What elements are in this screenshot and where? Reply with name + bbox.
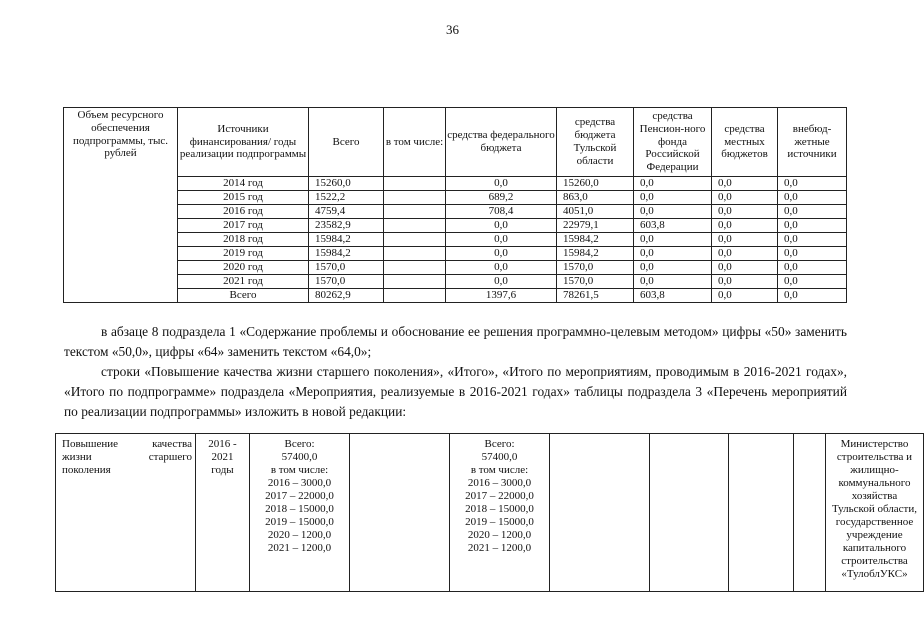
- empty-cell: [550, 434, 650, 592]
- cell-extra: 0,0: [778, 275, 847, 289]
- cell-year: 2014 год: [178, 177, 309, 191]
- activity-regional-block: [450, 434, 550, 592]
- cell-extra: 0,0: [778, 219, 847, 233]
- empty-cell: [650, 434, 729, 592]
- cell-pension: 0,0: [634, 205, 712, 219]
- cell-federal: 1397,6: [446, 289, 557, 303]
- cell-pension: 0,0: [634, 233, 712, 247]
- cell-federal: 708,4: [446, 205, 557, 219]
- total-line: 2017 – 22000,0: [465, 490, 534, 502]
- cell-local: 0,0: [712, 205, 778, 219]
- total-line: 2020 – 1200,0: [467, 529, 532, 541]
- cell-year: 2019 год: [178, 247, 309, 261]
- cell-local: 0,0: [712, 219, 778, 233]
- cell-year: 2018 год: [178, 233, 309, 247]
- total-line: 2021 – 1200,0: [467, 542, 532, 554]
- cell-local: 0,0: [712, 177, 778, 191]
- cell-extra: 0,0: [778, 247, 847, 261]
- header-extra: внебюд-жетные источники: [778, 108, 847, 177]
- cell-empty: [384, 191, 446, 205]
- header-sources: Источники финансирования/ годы реализации подпрограммы: [178, 108, 309, 177]
- cell-total: 80262,9: [309, 289, 384, 303]
- cell-total: 23582,9: [309, 219, 384, 233]
- paragraph-2: строки «Повышение качества жизни старшего поколения», «Итого», «Итого по мероприятиям, проводимым в 2016-2021 годах», «Итого по подпрограмме» подраздела «Мероприятия, реализуемые в 2016-2021 годах» таблицы подраздела 3 «Перечень мероприятий по реализации подпрограммы» изложить в новой редакции:: [64, 364, 847, 419]
- cell-year: 2016 год: [178, 205, 309, 219]
- cell-extra: 0,0: [778, 289, 847, 303]
- cell-year: 2021 год: [178, 275, 309, 289]
- cell-federal: 0,0: [446, 247, 557, 261]
- cell-empty: [384, 219, 446, 233]
- cell-total: 1570,0: [309, 275, 384, 289]
- cell-empty: [384, 233, 446, 247]
- total-line: 2020 – 1200,0: [267, 529, 332, 541]
- activity-name-word: жизни: [62, 451, 92, 463]
- table-row: [64, 289, 847, 303]
- cell-empty: [384, 289, 446, 303]
- cell-local: 0,0: [712, 289, 778, 303]
- total-line: 2021 – 1200,0: [267, 542, 332, 554]
- total-line: 2016 – 3000,0: [267, 477, 332, 489]
- table-row: [64, 177, 847, 191]
- cell-extra: 0,0: [778, 177, 847, 191]
- cell-extra: 0,0: [778, 261, 847, 275]
- cell-federal: 0,0: [446, 261, 557, 275]
- table-row: [64, 219, 847, 233]
- header-total: Всего: [309, 108, 384, 177]
- total-line: 2018 – 15000,0: [465, 503, 534, 515]
- header-regional: средства бюджета Тульской области: [557, 108, 634, 177]
- header-local: средства местных бюджетов: [712, 108, 778, 177]
- table-row: [64, 261, 847, 275]
- cell-empty: [384, 177, 446, 191]
- cell-total: 15984,2: [309, 247, 384, 261]
- cell-pension: 0,0: [634, 191, 712, 205]
- activity-name-cell: [56, 434, 196, 592]
- cell-total: 1570,0: [309, 261, 384, 275]
- activity-name-word: Повышение: [62, 438, 119, 450]
- cell-federal: 0,0: [446, 233, 557, 247]
- cell-regional: 22979,1: [557, 219, 634, 233]
- cell-pension: 0,0: [634, 261, 712, 275]
- cell-total: 15984,2: [309, 233, 384, 247]
- total-line: 2019 – 15000,0: [465, 516, 534, 528]
- cell-regional: 15984,2: [557, 247, 634, 261]
- resource-label: Объем ресурсного обеспечения подпрограммы, тыс. рублей: [64, 108, 178, 303]
- cell-regional: 863,0: [557, 191, 634, 205]
- cell-empty: [384, 205, 446, 219]
- table-row: [64, 191, 847, 205]
- empty-cell: [794, 434, 826, 592]
- page-number: 36: [446, 22, 459, 37]
- table-row: [64, 233, 847, 247]
- cell-pension: 0,0: [634, 275, 712, 289]
- cell-regional: 1570,0: [557, 275, 634, 289]
- cell-empty: [384, 247, 446, 261]
- total-line: 57400,0: [281, 451, 318, 463]
- table-row: [64, 275, 847, 289]
- empty-cell: [729, 434, 794, 592]
- cell-local: 0,0: [712, 261, 778, 275]
- cell-total: 1522,2: [309, 191, 384, 205]
- cell-total: 15260,0: [309, 177, 384, 191]
- cell-local: 0,0: [712, 247, 778, 261]
- cell-federal: 689,2: [446, 191, 557, 205]
- activity-name-word: старшего: [148, 451, 192, 463]
- empty-cell: [350, 434, 450, 592]
- cell-pension: 603,8: [634, 219, 712, 233]
- cell-local: 0,0: [712, 233, 778, 247]
- total-line: Всего:: [484, 438, 515, 450]
- cell-extra: 0,0: [778, 205, 847, 219]
- cell-year: 2020 год: [178, 261, 309, 275]
- header-including: в том числе:: [384, 108, 446, 177]
- activities-table: [55, 433, 924, 592]
- total-line: Всего:: [284, 438, 315, 450]
- activity-period: 2016 - 2021 годы: [196, 434, 250, 592]
- cell-extra: 0,0: [778, 191, 847, 205]
- cell-year: Всего: [178, 289, 309, 303]
- cell-local: 0,0: [712, 275, 778, 289]
- cell-pension: 0,0: [634, 247, 712, 261]
- table-row: [64, 205, 847, 219]
- activity-name-word: поколения: [62, 464, 111, 476]
- total-line: 2017 – 22000,0: [265, 490, 334, 502]
- cell-regional: 78261,5: [557, 289, 634, 303]
- resource-table: [63, 107, 847, 303]
- cell-regional: 15984,2: [557, 233, 634, 247]
- cell-pension: 603,8: [634, 289, 712, 303]
- cell-regional: 15260,0: [557, 177, 634, 191]
- cell-federal: 0,0: [446, 177, 557, 191]
- total-line: 57400,0: [481, 451, 518, 463]
- cell-local: 0,0: [712, 191, 778, 205]
- cell-empty: [384, 275, 446, 289]
- cell-extra: 0,0: [778, 233, 847, 247]
- cell-year: 2015 год: [178, 191, 309, 205]
- header-federal: средства федерального бюджета: [446, 108, 557, 177]
- header-pension: средства Пенсион-ного фонда Российской Федерации: [634, 108, 712, 177]
- total-line: в том числе:: [270, 464, 329, 476]
- cell-total: 4759,4: [309, 205, 384, 219]
- total-line: 2018 – 15000,0: [265, 503, 334, 515]
- cell-pension: 0,0: [634, 177, 712, 191]
- total-line: 2019 – 15000,0: [265, 516, 334, 528]
- cell-federal: 0,0: [446, 219, 557, 233]
- cell-federal: 0,0: [446, 275, 557, 289]
- paragraph-1: в абзаце 8 подраздела 1 «Содержание проблемы и обоснование ее решения программно-целевым методом» цифры «50» заменить текстом «50,0», цифры «64» заменить текстом «64,0»;: [64, 324, 847, 359]
- activity-executor: Министерство строительства и жилищно-коммунального хозяйства Тульской области, государственное учреждение капитального строительства «ТулоблУКС»: [826, 434, 924, 592]
- cell-empty: [384, 261, 446, 275]
- activity-name-word: качества: [152, 438, 192, 450]
- table-row: [64, 247, 847, 261]
- cell-regional: 4051,0: [557, 205, 634, 219]
- total-line: 2016 – 3000,0: [467, 477, 532, 489]
- cell-year: 2017 год: [178, 219, 309, 233]
- total-line: в том числе:: [470, 464, 529, 476]
- cell-regional: 1570,0: [557, 261, 634, 275]
- activity-total-block: [250, 434, 350, 592]
